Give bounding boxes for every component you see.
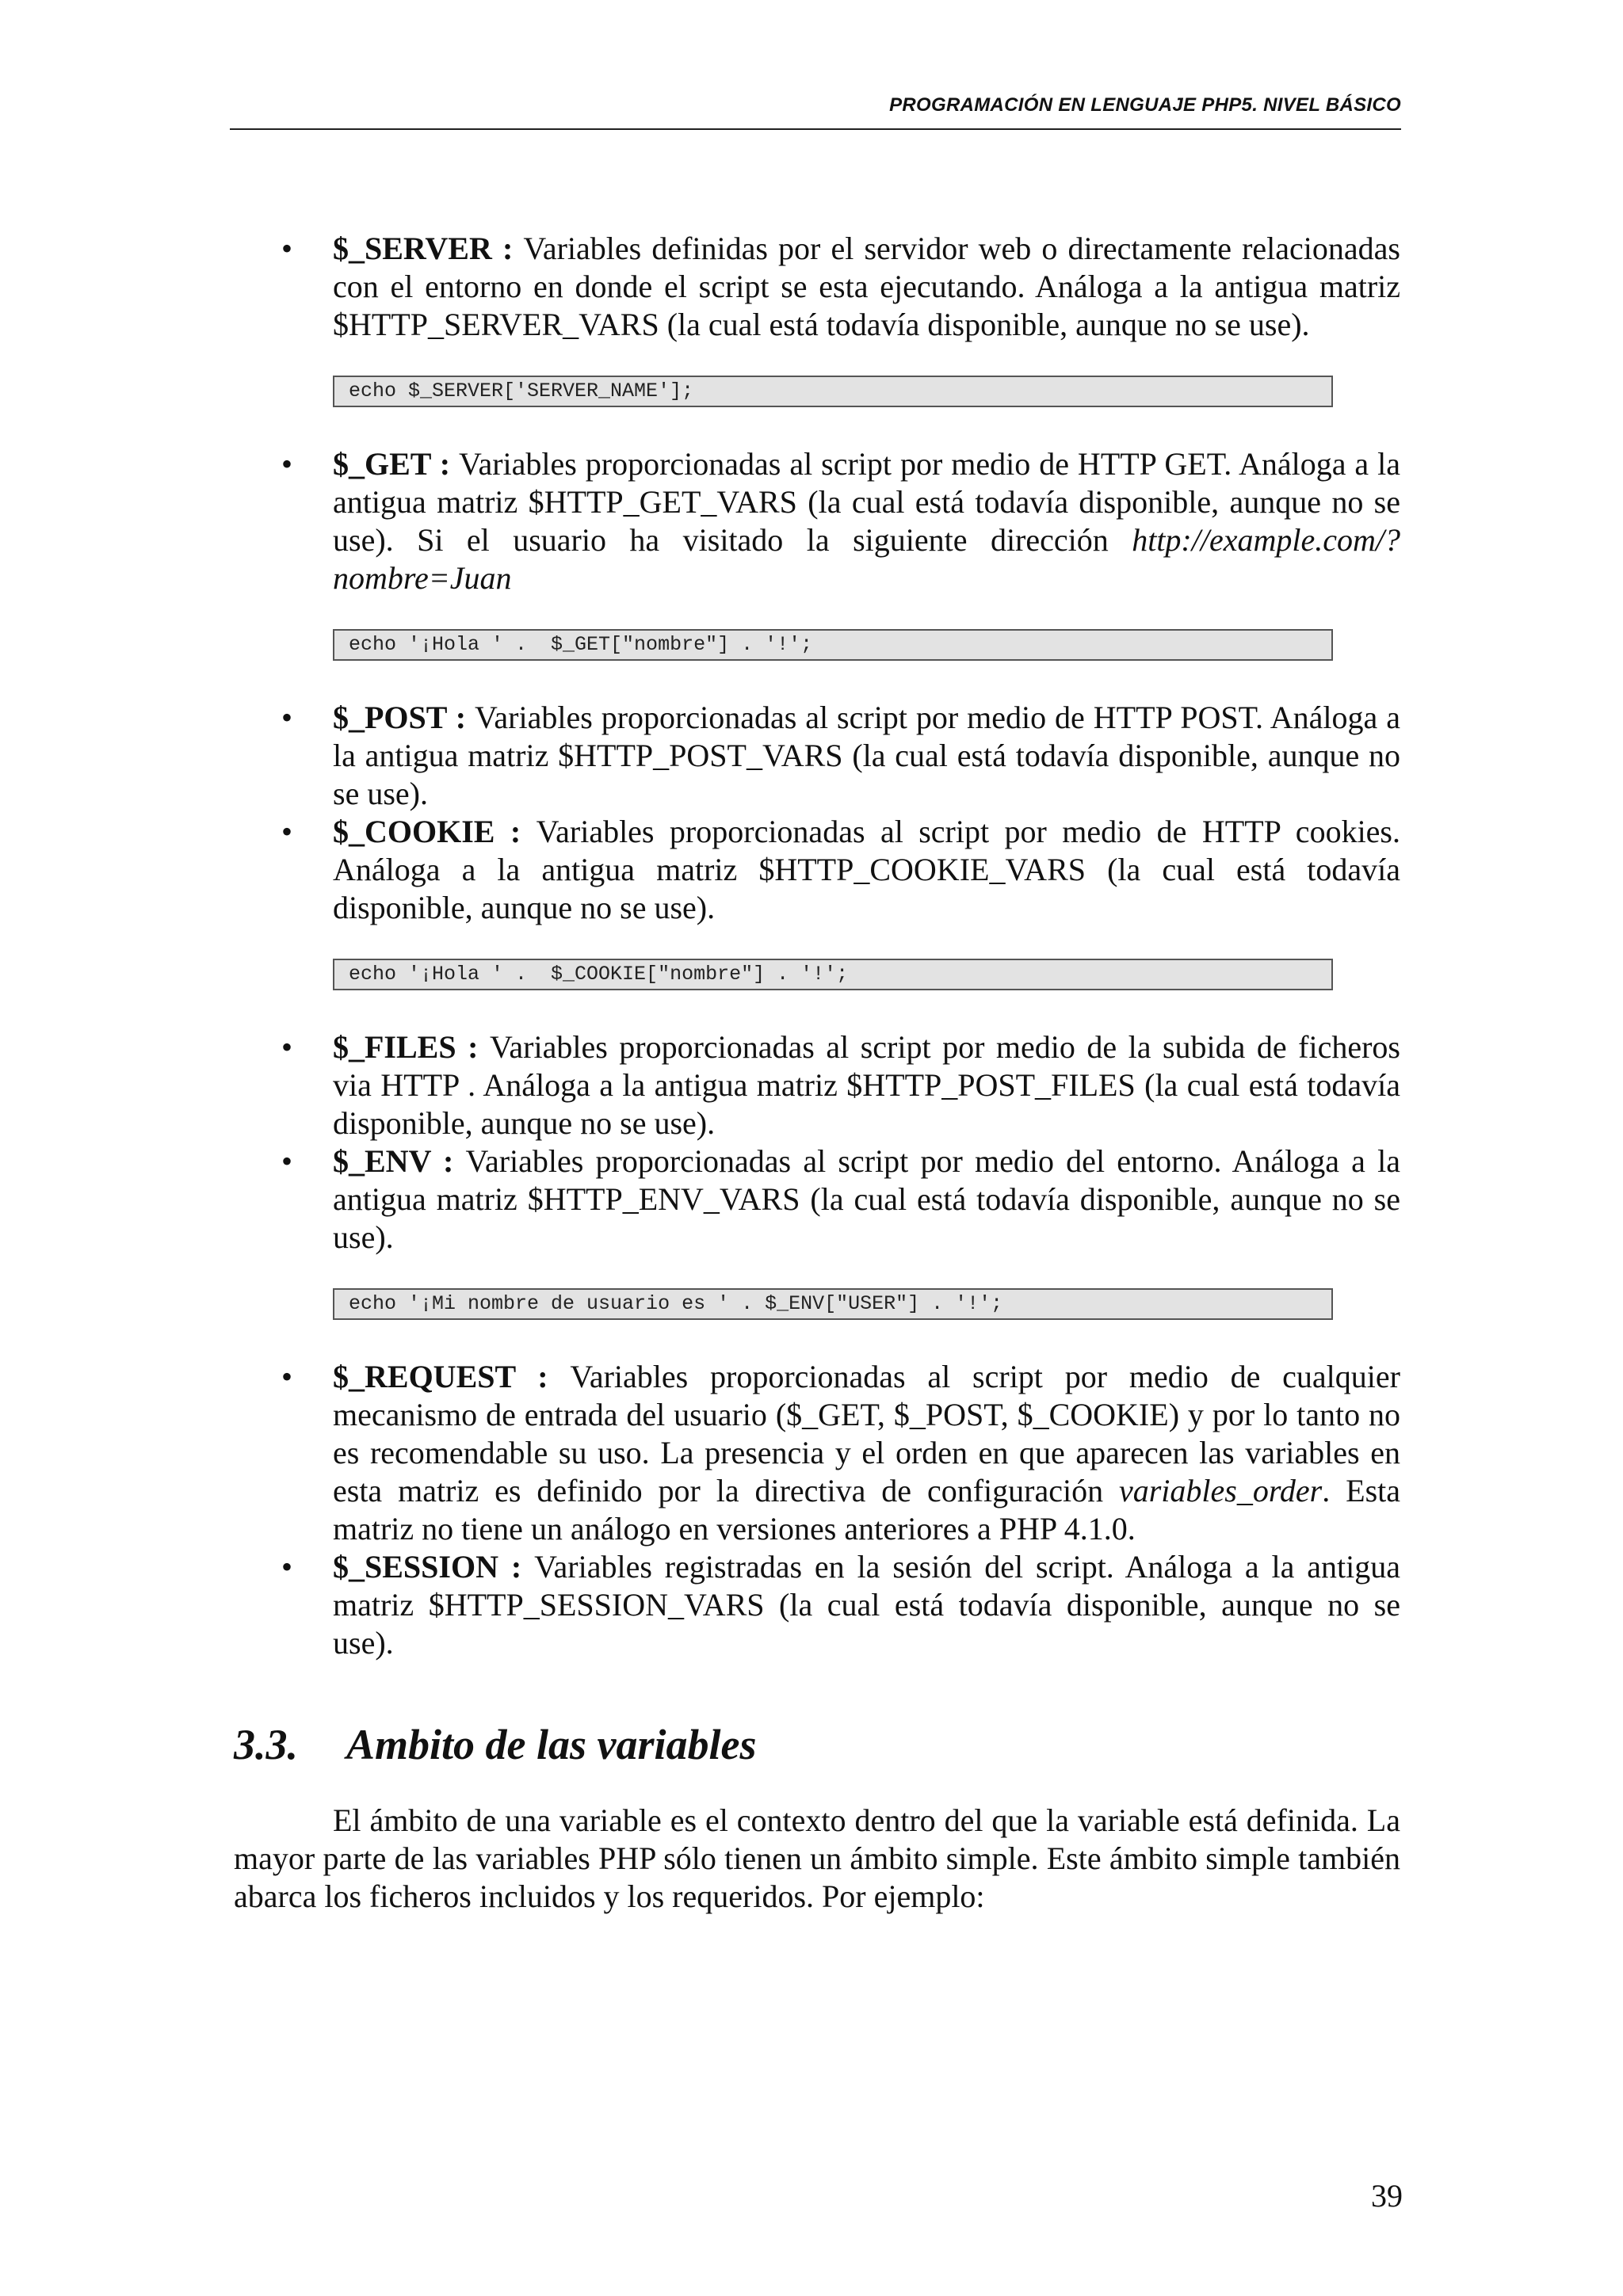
code-block-env: echo '¡Mi nombre de usuario es ' . $_ENV["USER"] . '!';	[333, 1288, 1333, 1320]
code-block-server: echo $_SERVER['SERVER_NAME'];	[333, 376, 1333, 407]
page-number: 39	[1371, 2178, 1403, 2214]
section-number: 3.3.	[234, 1721, 298, 1768]
term-request: $_REQUEST	[333, 1359, 516, 1394]
term-files: $_FILES	[333, 1029, 456, 1065]
term-separator: :	[515, 1359, 571, 1394]
item-description: Variables proporcionadas al script por medio de HTTP GET. Análoga a la antigua matriz $HTTP_GET_VARS (la cual está todavía disponible, aunque no se use). Si el usuario ha visitado la siguiente dirección	[333, 446, 1400, 558]
list-item-cookie	[234, 813, 1400, 927]
item-description: Variables definidas por el servidor web o directamente relacionadas con el entorno en donde el script se esta ejecutando. Análoga a la antigua matriz $HTTP_SERVER_VARS (la cual está todavía disponible, aunque no se use).	[333, 231, 1400, 342]
code-block-get: echo '¡Hola ' . $_GET["nombre"] . '!';	[333, 629, 1333, 661]
list-item-get	[234, 445, 1400, 597]
item-description: Variables registradas en la sesión del script. Análoga a la antigua matriz $HTTP_SESSION_VARS (la cual está todavía disponible, aunque no se use).	[333, 1549, 1400, 1661]
term-separator: :	[498, 1549, 535, 1585]
term-post: $_POST	[333, 700, 447, 735]
term-cookie: $_COOKIE	[333, 814, 495, 849]
term-session: $_SESSION	[333, 1549, 498, 1585]
term-separator: :	[430, 1143, 466, 1179]
body-paragraph: El ámbito de una variable es el contexto dentro del que la variable está definida. La mayor parte de las variables PHP sólo tienen un ámbito simple. Este ámbito simple también abarca los ficheros incluidos y los requeridos. Por ejemplo:	[234, 1802, 1400, 1914]
item-description: Variables proporcionadas al script por medio de HTTP POST. Análoga a la antigua matriz $HTTP_POST_VARS (la cual está todavía disponible, aunque no se use).	[333, 700, 1400, 811]
list-item-post	[234, 699, 1400, 813]
term-env: $_ENV	[333, 1143, 431, 1179]
example-url: http://example.com/?nombre=Juan	[333, 522, 1400, 596]
term-get: $_GET	[333, 446, 431, 482]
term-separator: :	[430, 446, 459, 482]
list-item-request	[234, 1358, 1400, 1548]
item-description: Variables proporcionadas al script por medio de la subida de ficheros via HTTP . Análoga a la antigua matriz $HTTP_POST_FILES (la cual está todavía disponible, aunque no se use).	[333, 1029, 1400, 1141]
term-server: $_SERVER	[333, 231, 492, 266]
list-item-session	[234, 1548, 1400, 1662]
section-heading	[234, 1719, 1400, 1770]
term-separator: :	[495, 814, 537, 849]
list-item-files	[234, 1028, 1400, 1142]
term-separator: :	[456, 1029, 490, 1065]
item-description-tail: . Esta matriz no tiene un análogo en versiones anteriores a PHP 4.1.0.	[333, 1473, 1401, 1547]
running-header: PROGRAMACIÓN EN LENGUAJE PHP5. NIVEL BÁSICO	[230, 93, 1401, 130]
term-separator: :	[446, 700, 475, 735]
item-description: Variables proporcionadas al script por medio de cualquier mecanismo de entrada del usuario ($_GET, $_POST, $_COOKIE) y por lo tanto no es recomendable su uso. La presencia y el orden en que aparecen las variables en esta matriz es definido por la directiva de configuración	[333, 1359, 1400, 1508]
list-item-env	[234, 1142, 1400, 1257]
directive-name: variables_order	[1118, 1473, 1323, 1508]
item-description: Variables proporcionadas al script por medio de HTTP cookies. Análoga a la antigua matriz $HTTP_COOKIE_VARS (la cual está todavía disponible, aunque no se use).	[333, 814, 1400, 925]
section-title: Ambito de las variables	[346, 1721, 757, 1768]
term-separator: :	[491, 231, 524, 266]
list-item-server	[234, 230, 1400, 344]
item-description: Variables proporcionadas al script por medio del entorno. Análoga a la antigua matriz $HTTP_ENV_VARS (la cual está todavía disponible, aunque no se use).	[333, 1143, 1401, 1255]
code-block-cookie: echo '¡Hola ' . $_COOKIE["nombre"] . '!';	[333, 959, 1333, 990]
page-content	[234, 230, 1400, 1916]
